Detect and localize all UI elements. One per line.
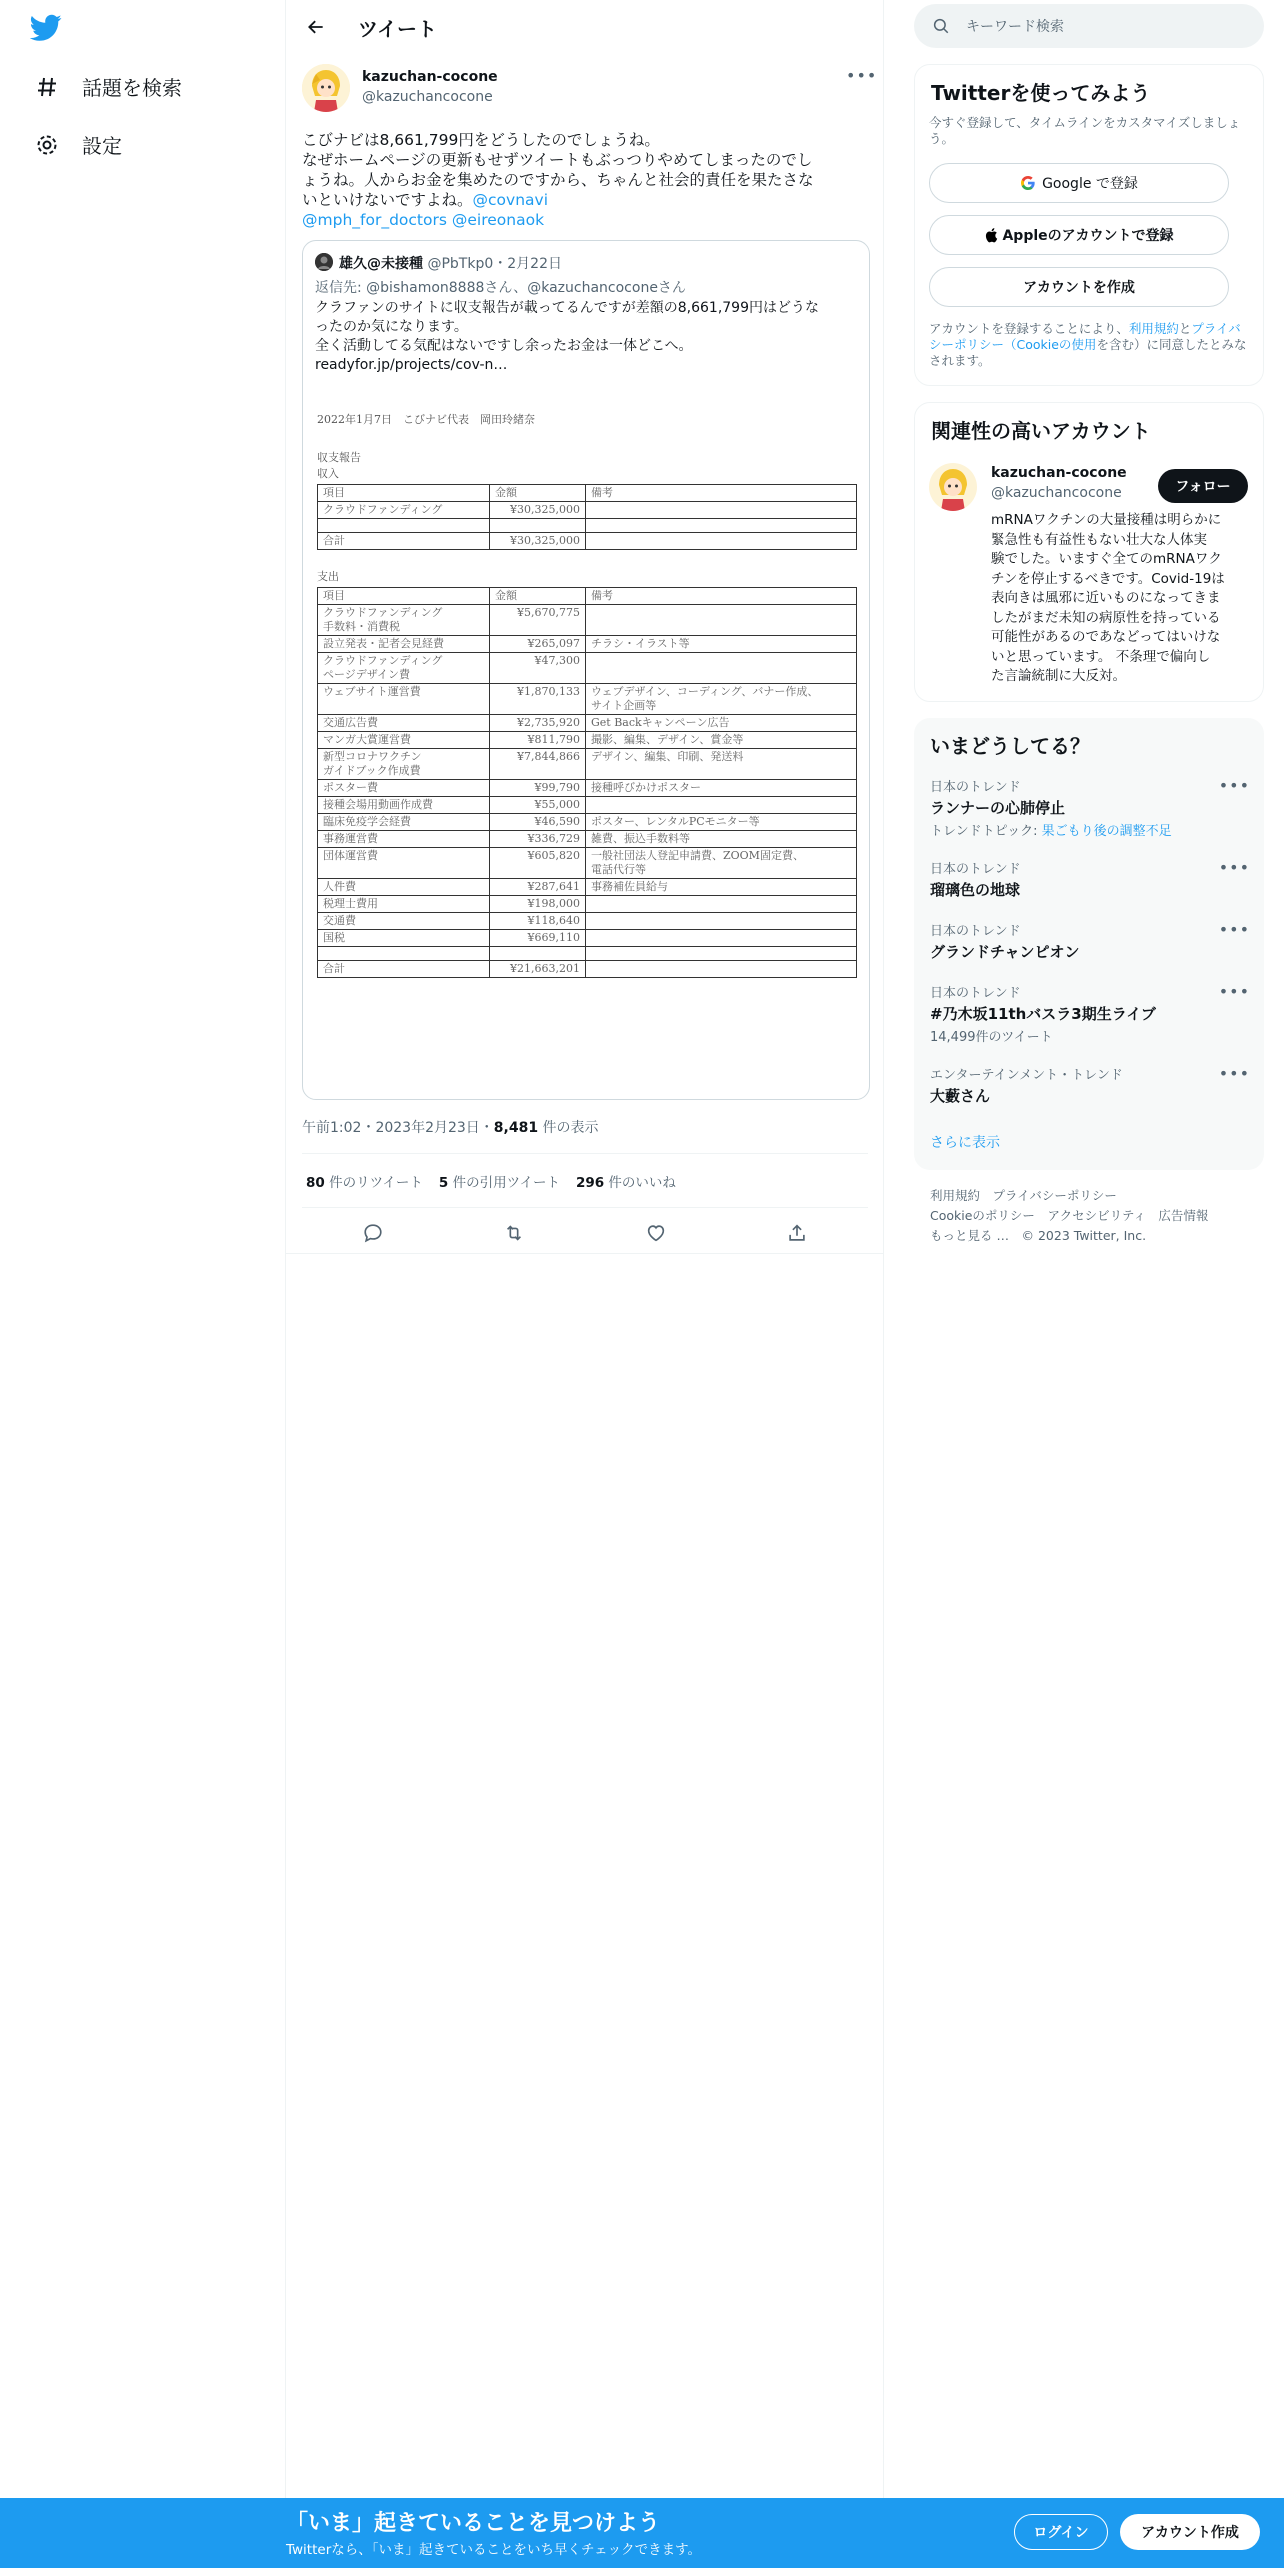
- signup-terms: [929, 321, 1249, 369]
- report-amount: ¥287,641: [490, 879, 586, 896]
- report-item: 税理士費用: [318, 896, 490, 913]
- report-amount: ¥99,790: [490, 780, 586, 797]
- related-bio: [991, 511, 1253, 687]
- mention-link[interactable]: @covnavi: [472, 191, 548, 209]
- back-arrow-icon[interactable]: [296, 7, 336, 47]
- income-label: 収入: [317, 467, 339, 480]
- trend-count: 14,499件のツイート: [930, 1030, 1053, 1045]
- divider: [286, 1253, 884, 1254]
- follow-button[interactable]: フォロー: [1158, 469, 1248, 503]
- trend-name: 大藪さん: [930, 1087, 991, 1105]
- report-item: ウェブサイト運営費: [318, 684, 490, 715]
- nav-settings-label: 設定: [82, 134, 122, 158]
- google-icon: [1020, 175, 1036, 191]
- report-row: [318, 797, 857, 814]
- report-note: 撮影、編集、デザイン、賞金等: [586, 732, 857, 749]
- like-count: 296: [575, 1175, 605, 1191]
- report-row: [318, 605, 857, 636]
- report-item: 設立発表・記者会見経費: [318, 636, 490, 653]
- tweet-timestamp[interactable]: 午前1:02・2023年2月23日・: [302, 1120, 494, 1136]
- report-note: デザイン、編集、印刷、発送料: [586, 749, 857, 780]
- tweet-text: [302, 130, 870, 230]
- related-avatar[interactable]: [929, 463, 977, 511]
- twitter-logo-icon[interactable]: [30, 14, 64, 44]
- search-bar[interactable]: [914, 4, 1264, 48]
- trend-category: 日本のトレンド: [930, 986, 1021, 1001]
- main-column: [286, 0, 884, 2500]
- report-item: 事務運営費: [318, 831, 490, 848]
- footer-copyright: © 2023 Twitter, Inc.: [1021, 1228, 1147, 1243]
- retweet-stat[interactable]: [306, 1171, 423, 1191]
- related-title: 関連性の高いアカウント: [931, 419, 1151, 443]
- report-row: [318, 749, 857, 780]
- hashtag-icon: [34, 74, 60, 100]
- tweet-text-line: こびナビは8,661,799円をどうしたのでしょうね。: [302, 131, 660, 149]
- report-item: 新型コロナワクチン ガイドブック作成費: [318, 749, 490, 780]
- nav-explore-label: 話題を検索: [82, 76, 182, 100]
- report-row: [318, 732, 857, 749]
- financial-report-image[interactable]: [317, 411, 857, 978]
- tweet-timestamp-row: [302, 1117, 599, 1137]
- quote-label: 件の引用ツイート: [448, 1175, 560, 1191]
- reply-icon[interactable]: [362, 1222, 384, 1248]
- report-item: クラウドファンディング ページデザイン費: [318, 653, 490, 684]
- report-item: 臨床免疫学会経費: [318, 814, 490, 831]
- bio-line: チンを停止するべきです。Covid-19は: [991, 570, 1225, 587]
- col-header: 項目: [318, 588, 490, 605]
- col-header: 項目: [318, 485, 490, 502]
- income-table: [317, 484, 857, 550]
- footer-terms-link[interactable]: 利用規約: [930, 1188, 981, 1203]
- trend-name: #乃木坂11thバスラ3期生ライブ: [930, 1005, 1156, 1023]
- report-note: ウェブデザイン、コーディング、バナー作成、 サイト企画等: [586, 684, 857, 715]
- divider: [302, 1153, 868, 1154]
- col-header: 備考: [586, 588, 857, 605]
- report-row: [318, 533, 857, 550]
- view-count-label: 件の表示: [538, 1120, 599, 1136]
- report-note: [586, 653, 857, 684]
- trend-more-icon[interactable]: •••: [1218, 982, 1250, 1001]
- nav-settings[interactable]: [34, 130, 122, 159]
- report-amount: ¥30,325,000: [490, 533, 586, 550]
- trend-category: 日本のトレンド: [930, 924, 1021, 939]
- signup-title: Twitterを使ってみよう: [931, 81, 1151, 105]
- terms-text: アカウントを登録することにより、: [929, 321, 1129, 336]
- report-item: [318, 947, 490, 961]
- report-row: [318, 653, 857, 684]
- bottom-bar-subtitle: Twitterなら、「いま」起きていることをいち早くチェックできます。: [286, 2542, 702, 2558]
- retweet-count: 80: [306, 1175, 325, 1191]
- expense-label: 支出: [317, 570, 339, 583]
- report-amount: ¥30,325,000: [490, 502, 586, 519]
- footer-more-link[interactable]: もっと見る …: [930, 1228, 1009, 1243]
- col-header: 金額: [490, 485, 586, 502]
- create-account-label: アカウントを作成: [1023, 280, 1135, 296]
- report-note: [586, 896, 857, 913]
- report-note: ポスター、レンタルPCモニター等: [586, 814, 857, 831]
- more-options-icon[interactable]: •••: [846, 66, 878, 85]
- report-item: [318, 519, 490, 533]
- page-header: [286, 0, 884, 54]
- quote-text-line: クラファンのサイトに収支報告が載ってるんですが差額の8,661,799円はどうな: [315, 300, 819, 316]
- report-row: [318, 930, 857, 947]
- report-amount: ¥47,300: [490, 653, 586, 684]
- report-row: [318, 636, 857, 653]
- quote-reply-prefix: 返信先:: [315, 280, 367, 296]
- bio-line: 可能性があるのであなどってはいけな: [991, 629, 1221, 645]
- footer-ads-link[interactable]: 広告情報: [1158, 1208, 1209, 1223]
- report-amount: [490, 947, 586, 961]
- trend-item[interactable]: [930, 776, 1250, 839]
- report-row: [318, 519, 857, 533]
- signup-box: [914, 64, 1264, 386]
- report-amount: ¥1,870,133: [490, 684, 586, 715]
- terms-text: を含む）に同意したとみなされます。: [929, 337, 1247, 368]
- privacy-link[interactable]: プライバシーポリシー（Cookieの使用: [929, 321, 1241, 352]
- report-item: クラウドファンディング: [318, 502, 490, 519]
- report-item: 交通費: [318, 913, 490, 930]
- terms-link[interactable]: 利用規約: [1128, 321, 1179, 336]
- gear-icon: [34, 132, 60, 158]
- report-row: [318, 502, 857, 519]
- footer-cookie-link[interactable]: Cookieのポリシー: [930, 1208, 1035, 1223]
- quote-text: [315, 299, 860, 375]
- tweet-text-line: なぜホームページの更新もせずツイートもぶっつりやめてしまったのでし: [302, 151, 813, 169]
- col-header: 金額: [490, 588, 586, 605]
- apple-signup-label: Appleのアカウントで登録: [1002, 228, 1174, 244]
- apple-icon: [984, 227, 998, 243]
- signup-button[interactable]: アカウント作成: [1120, 2514, 1260, 2550]
- report-amount: ¥55,000: [490, 797, 586, 814]
- report-note: 一般社団法人登記申請費、ZOOM固定費、 電話代行等: [586, 848, 857, 879]
- trend-more-icon[interactable]: •••: [1218, 776, 1250, 795]
- report-row: [318, 831, 857, 848]
- retweet-icon[interactable]: [503, 1222, 525, 1248]
- nav-explore[interactable]: [34, 72, 182, 101]
- report-note: [586, 961, 857, 978]
- show-more-link[interactable]: さらに表示: [930, 1135, 1000, 1151]
- report-amount: ¥118,640: [490, 913, 586, 930]
- report-amount: ¥336,729: [490, 831, 586, 848]
- quote-reply-to: @bishamon8888さん、@kazuchancoconeさん: [366, 280, 686, 296]
- trend-item[interactable]: [930, 982, 1250, 1045]
- report-amount: ¥21,663,201: [490, 961, 586, 978]
- create-account-button[interactable]: [929, 267, 1229, 307]
- tweet-text-line: いといけないですよね。: [302, 191, 473, 209]
- report-item: 接種会場用動画作成費: [318, 797, 490, 814]
- quote-handle: @PbTkp0: [427, 256, 494, 272]
- bio-line: したがまだ未知の病原性を持っている: [991, 609, 1221, 626]
- report-note: [586, 797, 857, 814]
- report-note: 事務補佐員給与: [586, 879, 857, 896]
- divider: [302, 1207, 868, 1208]
- report-row: [318, 896, 857, 913]
- share-icon[interactable]: [786, 1222, 808, 1248]
- report-item: 交通広告費: [318, 715, 490, 732]
- report-note: Get Backキャンペーン広告: [586, 715, 857, 732]
- bio-line: 表向きは風邪に近いものになってきま: [991, 590, 1221, 606]
- report-item: 団体運営費: [318, 848, 490, 879]
- report-item: 合計: [318, 961, 490, 978]
- quote-display-name: 雄久@未接種: [339, 256, 423, 272]
- google-signup-button[interactable]: [929, 163, 1229, 203]
- quote-text-line: ったのか気になります。: [315, 319, 468, 335]
- report-item: 国税: [318, 930, 490, 947]
- trend-item[interactable]: [930, 1064, 1250, 1106]
- bottom-signup-bar: [0, 2498, 1284, 2568]
- report-item: クラウドファンディング 手数料・消費税: [318, 605, 490, 636]
- trend-category: 日本のトレンド: [930, 862, 1021, 877]
- report-note: [586, 533, 857, 550]
- mention-link[interactable]: @mph_for_doctors: [302, 211, 447, 229]
- report-amount: ¥605,820: [490, 848, 586, 879]
- trend-category: 日本のトレンド: [930, 780, 1021, 795]
- report-amount: ¥5,670,775: [490, 605, 586, 636]
- report-note: チラシ・イラスト等: [586, 636, 857, 653]
- heart-icon[interactable]: [645, 1222, 667, 1248]
- report-row: [318, 961, 857, 978]
- report-row: [318, 879, 857, 896]
- google-signup-label: Google で登録: [1042, 176, 1138, 192]
- report-amount: ¥265,097: [490, 636, 586, 653]
- avatar[interactable]: [302, 64, 350, 112]
- action-bar: [302, 1212, 868, 1258]
- report-note: [586, 930, 857, 947]
- view-count: 8,481: [493, 1120, 539, 1136]
- report-amount: ¥7,844,866: [490, 749, 586, 780]
- tweet-handle[interactable]: @kazuchancocone: [362, 89, 493, 105]
- report-title: 収支報告: [317, 451, 361, 464]
- trends-title: いまどうしてる？: [930, 734, 1090, 758]
- mention-link[interactable]: @eireonaok: [451, 211, 545, 229]
- report-item: 合計: [318, 533, 490, 550]
- report-item: ポスター費: [318, 780, 490, 797]
- search-input[interactable]: キーワード検索: [966, 19, 1064, 35]
- trend-more-icon[interactable]: •••: [1218, 1064, 1250, 1083]
- report-amount: ¥198,000: [490, 896, 586, 913]
- report-note: [586, 947, 857, 961]
- quote-text-line: readyfor.jp/projects/cov-n…: [315, 357, 508, 373]
- trend-category: エンターテインメント・トレンド: [930, 1068, 1123, 1083]
- trend-sub-label: トレンドトピック:: [930, 824, 1042, 839]
- terms-text: と: [1178, 321, 1192, 336]
- report-amount: ¥811,790: [490, 732, 586, 749]
- search-icon: [932, 17, 950, 35]
- report-note: [586, 605, 857, 636]
- report-note: 雑費、振込手数料等: [586, 831, 857, 848]
- report-amount: ¥669,110: [490, 930, 586, 947]
- bio-line: 緊急性も有益性もない壮大な人体実: [991, 531, 1207, 548]
- tweet-text-line: ょうね。人からお金を集めたのですから、ちゃんと社会的責任を果たさな: [302, 171, 814, 189]
- related-accounts-box: [914, 402, 1264, 702]
- report-note: [586, 913, 857, 930]
- bio-line: 験でした。いますぐ全てのmRNAワク: [991, 551, 1222, 567]
- bio-line: いと思っています。 不条理で偏向し: [991, 648, 1211, 665]
- report-row: [318, 715, 857, 732]
- trend-name: 瑠璃色の地球: [930, 881, 1021, 899]
- signup-subtitle: 今すぐ登録して、タイムラインをカスタマイズしましょう。: [929, 115, 1241, 146]
- report-note: [586, 519, 857, 533]
- related-handle[interactable]: @kazuchancocone: [991, 485, 1122, 501]
- report-row: [318, 684, 857, 715]
- expense-table: [317, 587, 857, 978]
- report-amount: ¥2,735,920: [490, 715, 586, 732]
- quoted-tweet[interactable]: [302, 240, 870, 1100]
- quote-count: 5: [438, 1175, 449, 1191]
- bio-line: mRNAワクチンの大量接種は明らかに: [991, 512, 1222, 528]
- trend-sub-link[interactable]: 果ごもり後の調整不足: [1041, 824, 1172, 839]
- sidebar-footer: [930, 1186, 1250, 1246]
- trend-more-icon[interactable]: •••: [1218, 920, 1250, 939]
- quote-text-line: 全く活動してる気配はないですし余ったお金は一体どこへ。: [315, 338, 693, 354]
- report-item: マンガ大賞運営費: [318, 732, 490, 749]
- related-name[interactable]: kazuchan-cocone: [991, 465, 1127, 481]
- report-row: [318, 913, 857, 930]
- left-sidebar: [0, 0, 286, 2568]
- tweet-stats: [306, 1171, 676, 1191]
- bottom-bar-title: 「いま」起きていることを見つけよう: [286, 2511, 661, 2536]
- report-amount: [490, 519, 586, 533]
- report-note: [586, 502, 857, 519]
- login-button[interactable]: ログイン: [1014, 2514, 1108, 2550]
- quote-stat[interactable]: [439, 1171, 560, 1191]
- report-amount: ¥46,590: [490, 814, 586, 831]
- apple-signup-button[interactable]: [929, 215, 1229, 255]
- retweet-label: 件のリツイート: [324, 1175, 423, 1191]
- report-row: [318, 947, 857, 961]
- page-title: ツイート: [358, 16, 437, 41]
- trend-name: グランドチャンピオン: [930, 943, 1080, 961]
- trend-item[interactable]: [930, 858, 1250, 900]
- report-item: 人件費: [318, 879, 490, 896]
- tweet-display-name[interactable]: kazuchan-cocone: [362, 69, 498, 85]
- quote-avatar: [315, 253, 333, 271]
- like-label: 件のいいね: [604, 1175, 676, 1191]
- report-header-line: 2022年1月7日 こびナビ代表 岡田玲緒奈: [317, 413, 535, 426]
- footer-privacy-link[interactable]: プライバシーポリシー: [992, 1188, 1117, 1203]
- bio-line: た言論統制に大反対。: [991, 668, 1126, 684]
- footer-accessibility-link[interactable]: アクセシビリティ: [1047, 1208, 1146, 1223]
- trends-box: [914, 718, 1264, 1170]
- report-row: [318, 780, 857, 797]
- report-note: 接種呼びかけポスター: [586, 780, 857, 797]
- quote-date: ・2月22日: [493, 256, 562, 272]
- report-row: [318, 814, 857, 831]
- trend-name: ランナーの心肺停止: [930, 799, 1066, 817]
- trend-more-icon[interactable]: •••: [1218, 858, 1250, 877]
- report-row: [318, 848, 857, 879]
- like-stat[interactable]: [576, 1171, 676, 1191]
- trend-item[interactable]: [930, 920, 1250, 962]
- col-header: 備考: [586, 485, 857, 502]
